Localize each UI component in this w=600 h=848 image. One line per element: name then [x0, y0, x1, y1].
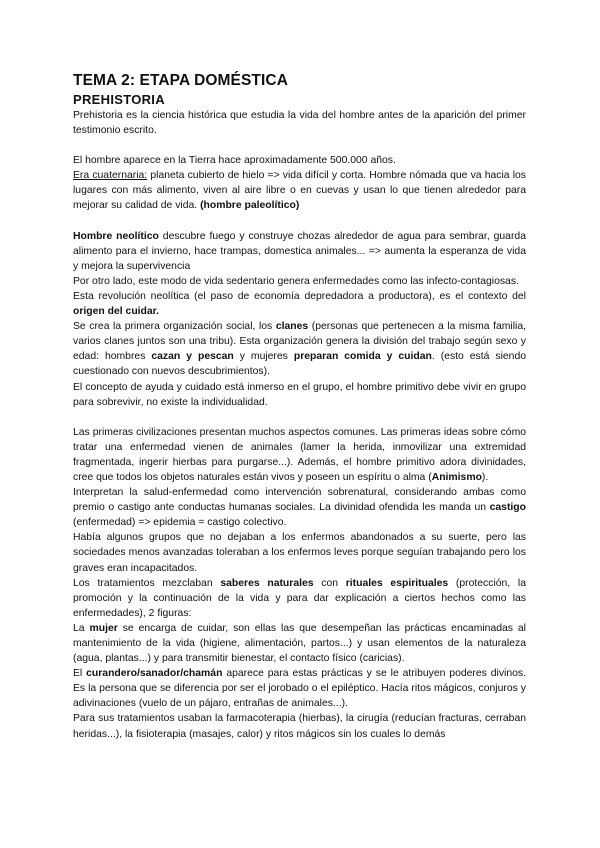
paragraph-era-cuaternaria: Era cuaternaria: planeta cubierto de hielo => vida difícil y corta. Hombre nómada que va hacia los lugares con más alimento, viven al aire libre o en cuevas y usan lo que tienen alrededor para mejorar su calidad de vida. (hombre paleolítico) — [73, 170, 526, 212]
paragraph-ayuda-cuidado: El concepto de ayuda y cuidado está inmerso en el grupo, el hombre primitivo debe vivir en grupo para sobrevivir, no existe la individualidad. — [73, 381, 526, 408]
paragraph-hombre-aparece: El hombre aparece en la Tierra hace aproximadamente 500.000 años. — [73, 155, 396, 167]
paragraph-mujer: La mujer se encarga de cuidar, son ellas las que desempeñan las prácticas encaminadas al mantenimiento de la vida (higiene, alimentación, partos...) y usan elementos de la naturaleza (agua, plantas...) y para transmitir bienestar, el contacto físico (caricias). — [73, 622, 526, 665]
paragraph-grupos-enfermos: Había algunos grupos que no dejaban a los enfermos abandonados a su suerte, pero las sociedades menos avanzadas toleraban a los enfermos leves porque seguían trabajando pero los graves eran incapacitados. — [73, 532, 526, 574]
paragraph-tratamientos: Los tratamientos mezclaban saberes naturales con rituales espirituales (protección, la promoción y la continuación de la vida y para dar explicación a ciertos hechos como las enfermedades), 2 figuras: — [73, 577, 526, 619]
paragraph-sedentario: Por otro lado, este modo de vida sedentario genera enfermedades como las infecto-contagiosas. — [73, 275, 519, 287]
paragraph-spacer — [73, 138, 526, 153]
paragraph-revolucion-neolitica: Esta revolución neolítica (el paso de economía depredadora a productora), es el contexto del origen del cuidar. — [73, 290, 526, 318]
paragraph-curandero: El curandero/sanador/chamán aparece para estas prácticas y se le atribuyen poderes divinos. Es la persona que se diferencia por ser el jorobado o el epiléptico. Hacía ritos mágicos, conjuros y adivinaciones (vuelo de un pájaro, entrañas de animales...). — [73, 668, 526, 710]
document-page — [73, 71, 526, 742]
paragraph-spacer — [73, 214, 526, 229]
paragraph-spacer — [73, 410, 526, 425]
paragraph-clanes: Se crea la primera organización social, los clanes (personas que pertenecen a la misma familia, varios clanes juntos son una tribu). Esta organización genera la división del trabajo según sexo y edad: hombres cazan y pescan y mujeres preparan comida y cuidan. (esto está siendo cuestionado con nuevos descubrimientos). — [73, 321, 527, 378]
page-title: TEMA 2: ETAPA DOMÉSTICA — [73, 72, 288, 89]
paragraph-primeras-civilizaciones: Las primeras civilizaciones presentan muchos aspectos comunes. Las primeras ideas sobre cómo tratar una enfermedad vienen de animales (lamer la herida, inmovilizar una extremidad fragmentada, ingerir hierbas para purgarse...). Además, el hombre primitivo adora divinidades, cree que todos los objetos naturales están vivos y poseen un espíritu o alma (Animismo). — [73, 426, 526, 483]
paragraph-prehistoria-definition: Prehistoria es la ciencia histórica que estudia la vida del hombre antes de la aparición del primer testimonio escrito. — [73, 110, 526, 137]
era-cuaternaria-label: Era cuaternaria: — [73, 170, 148, 182]
paragraph-tratamientos-tipos: Para sus tratamientos usaban la farmacoterapia (hierbas), la cirugía (reducían fracturas, cerraban heridas...), la fisioterapia (masajes, calor) y ritos mágicos sin los cuales lo demás — [73, 713, 526, 740]
paragraph-hombre-neolitico: Hombre neolítico descubre fuego y construye chozas alrededor de agua para sembrar, guarda alimento para el invierno, hace trampas, domestica animales... => aumenta la esperanza de vida y mejora la supervivencia — [73, 230, 526, 272]
paragraph-salud-enfermedad: Interpretan la salud-enfermedad como intervención sobrenatural, considerando ambas como premio o castigo ante conductas humanas sociales. La divinidad ofendida les manda un castigo (enfermedad) => epidemia = castigo colectivo. — [73, 487, 526, 529]
section-heading: PREHISTORIA — [73, 92, 165, 107]
